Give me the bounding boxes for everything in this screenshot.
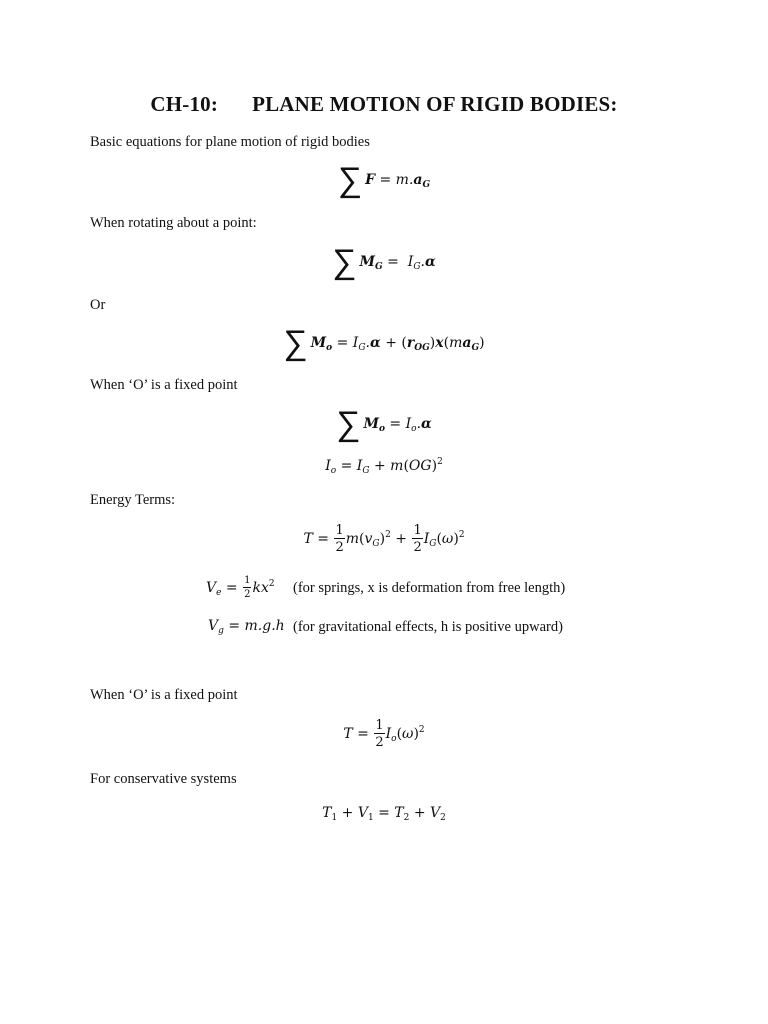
equation-spring-energy: $V_e$ = $\frac{1}{2}$ $kx^2$: [206, 575, 275, 600]
page-title: [0, 92, 768, 117]
energy-terms-text: Energy Terms:: [90, 492, 176, 508]
chapter-label: CH-10:: [150, 92, 219, 116]
equation-moment-fixed: ∑ $M_o = I_o.\alpha$: [336, 404, 432, 444]
chapter-title: PLANE MOTION OF RIGID BODIES:: [252, 92, 618, 116]
gravity-note: (for gravitational effects, h is positive upward): [293, 619, 563, 635]
equation-kinetic-fixed: T = $\frac{1}{2}$ $I_o(\omega)^2$: [343, 718, 425, 750]
fixed-point-text-2: When ‘O’ is a fixed point: [90, 687, 238, 703]
conservative-text: For conservative systems: [90, 771, 237, 787]
equation-gravity-energy: $V_g = m.g.h$: [208, 618, 285, 636]
spring-note: (for springs, x is deformation from free length): [293, 580, 566, 596]
rotating-text: When rotating about a point:: [90, 215, 257, 231]
or-text: Or: [90, 297, 106, 313]
equation-conservation: $T_1 + V_1 = T_2 + V_2$: [322, 805, 446, 823]
equation-parallel-axis: $I_o = I_G + m(OG)^2$: [325, 457, 443, 476]
intro-text: Basic equations for plane motion of rigid bodies: [90, 134, 370, 150]
equation-moment-g: ∑ $M_G = I_G.\alpha$: [332, 242, 436, 282]
fixed-point-text-1: When ‘O’ is a fixed point: [90, 377, 238, 393]
equation-moment-o: ∑ $M_o = I_G.\alpha + (r_{OG})x(ma_G)$: [283, 323, 485, 363]
equation-newton: ∑ $F = m.a_G$: [337, 160, 431, 200]
equation-kinetic-energy: T = $\frac{1}{2}$ $m(v_G)^2$ + $\frac{1}{2}$ $I_G(\omega)^2$: [303, 523, 465, 555]
